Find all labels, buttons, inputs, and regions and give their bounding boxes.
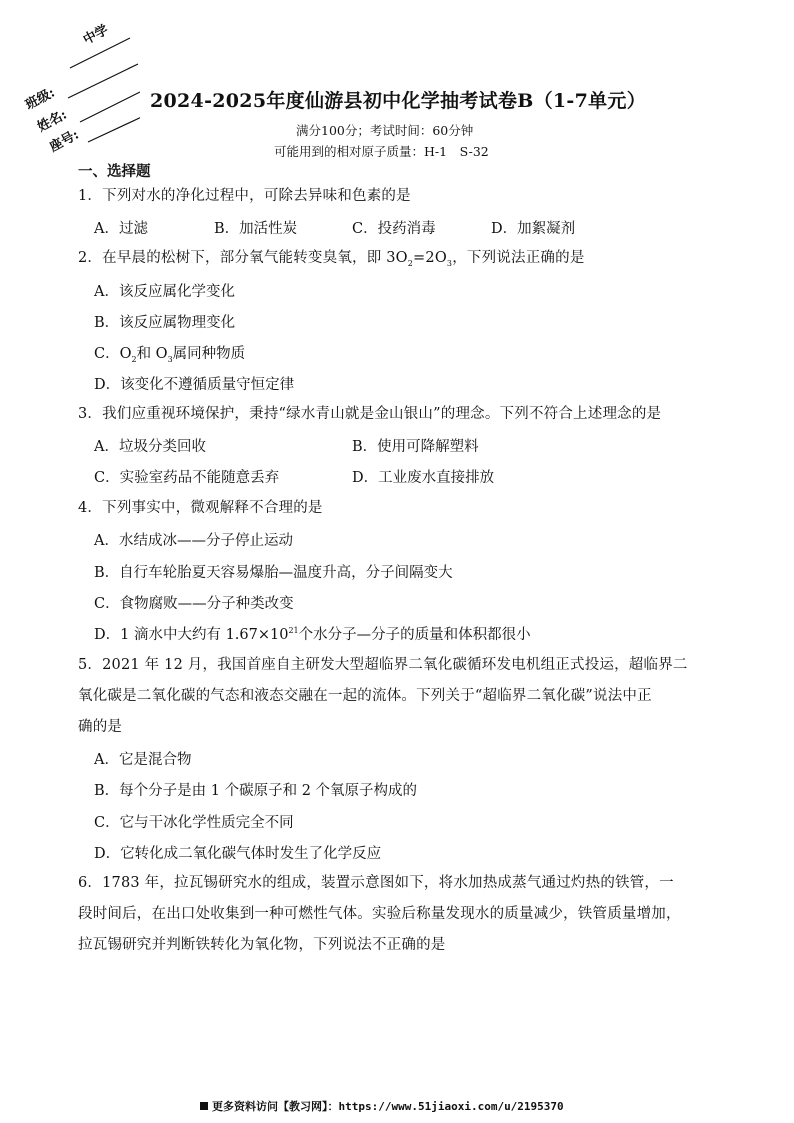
q6-stem-line2: 段时间后，在出口处收集到一种可燃性气体。实验后称量发现水的质量减少，铁管质量增加， <box>78 906 681 922</box>
q3-stem: 3．我们应重视环境保护，秉持“绿水青山就是金山银山”的理念。下列不符合上述理念的是 <box>78 406 662 422</box>
student-info-stamp <box>20 18 140 156</box>
q5-stem-line1: 5．2021 年 12 月，我国首座自主研发大型超临界二氧化碳循环发电机组正式投运，超临界二 <box>78 657 688 673</box>
class-label: 班级: <box>23 85 58 114</box>
q1-stem: 1．下列对水的净化过程中，可除去异味和色素的是 <box>78 188 411 204</box>
footer-link[interactable] <box>200 1098 564 1114</box>
q5-option-a: A．它是混合物 <box>94 752 192 768</box>
q4-option-a: A．水结成冰——分子停止运动 <box>94 533 293 549</box>
q6-stem-line1: 6．1783 年，拉瓦锡研究水的组成，装置示意图如下，将水加热成蒸气通过灼热的铁管，一 <box>78 875 674 891</box>
q4-option-b: B．自行车轮胎夏天容易爆胎—温度升高，分子间隔变大 <box>94 565 453 581</box>
footer-text: 更多资料访问【教习网】：https://www.51jiaoxi.com/u/2195370 <box>212 1100 564 1113</box>
school-label: 中学 <box>80 22 111 48</box>
q4-option-c: C．食物腐败——分子种类改变 <box>94 596 294 612</box>
section-heading-choice: 一、选择题 <box>78 163 151 180</box>
q2-option-d: D．该变化不遵循质量守恒定律 <box>94 377 295 393</box>
q3-option-c: C．实验室药品不能随意丢弃 <box>94 470 280 486</box>
q1-option-c: C．投药消毒 <box>352 221 436 237</box>
q3-option-d: D．工业废水直接排放 <box>352 470 495 486</box>
q1-option-a: A．过滤 <box>94 221 148 237</box>
q3-option-a: A．垃圾分类回收 <box>94 439 206 455</box>
q6-stem-line3: 拉瓦锡研究并判断铁转化为氧化物，下列说法不正确的是 <box>78 937 446 953</box>
q1-option-d: D．加絮凝剂 <box>491 221 576 237</box>
q5-stem-line2: 氧化碳是二氧化碳的气态和液态交融在一起的流体。下列关于“超临界二氧化碳”说法中正 <box>78 688 652 704</box>
q5-option-b: B．每个分子是由 1 个碳原子和 2 个氧原子构成的 <box>94 783 418 799</box>
flag-icon <box>200 1102 208 1110</box>
q4-stem: 4．下列事实中，微观解释不合理的是 <box>78 500 323 516</box>
seat-label: 座号: <box>47 127 82 156</box>
q3-option-b: B．使用可降解塑料 <box>352 439 479 455</box>
exam-info-score-time: 满分100分；考试时间：60分钟 <box>296 123 474 138</box>
q2-option-b: B．该反应属物理变化 <box>94 315 236 331</box>
exam-title: 2024-2025年度仙游县初中化学抽考试卷B（1-7单元） <box>150 90 647 112</box>
name-label: 姓名: <box>35 107 70 136</box>
q2-option-c: C．$O_2$和 $O_3$属同种物质 <box>94 346 246 364</box>
exam-info-atomic-mass: 可能用到的相对原子质量：H-1 S-32 <box>274 144 489 159</box>
q2-option-a: A．该反应属化学变化 <box>94 284 235 300</box>
q2-stem: 2．在早晨的松树下，部分氧气能转变臭氧，即 $3O_2=2O_3$，下列说法正确的是 <box>78 250 585 268</box>
q5-option-c: C．它与干冰化学性质完全不同 <box>94 815 294 831</box>
q5-option-d: D．它转化成二氧化碳气体时发生了化学反应 <box>94 846 382 862</box>
q1-option-b: B．加活性炭 <box>214 221 298 237</box>
q4-option-d: D．1 滴水中大约有 $1.67\times 10^{21}$个水分子—分子的质量和体积都很小 <box>94 626 531 643</box>
q5-stem-line3: 确的是 <box>78 719 123 735</box>
